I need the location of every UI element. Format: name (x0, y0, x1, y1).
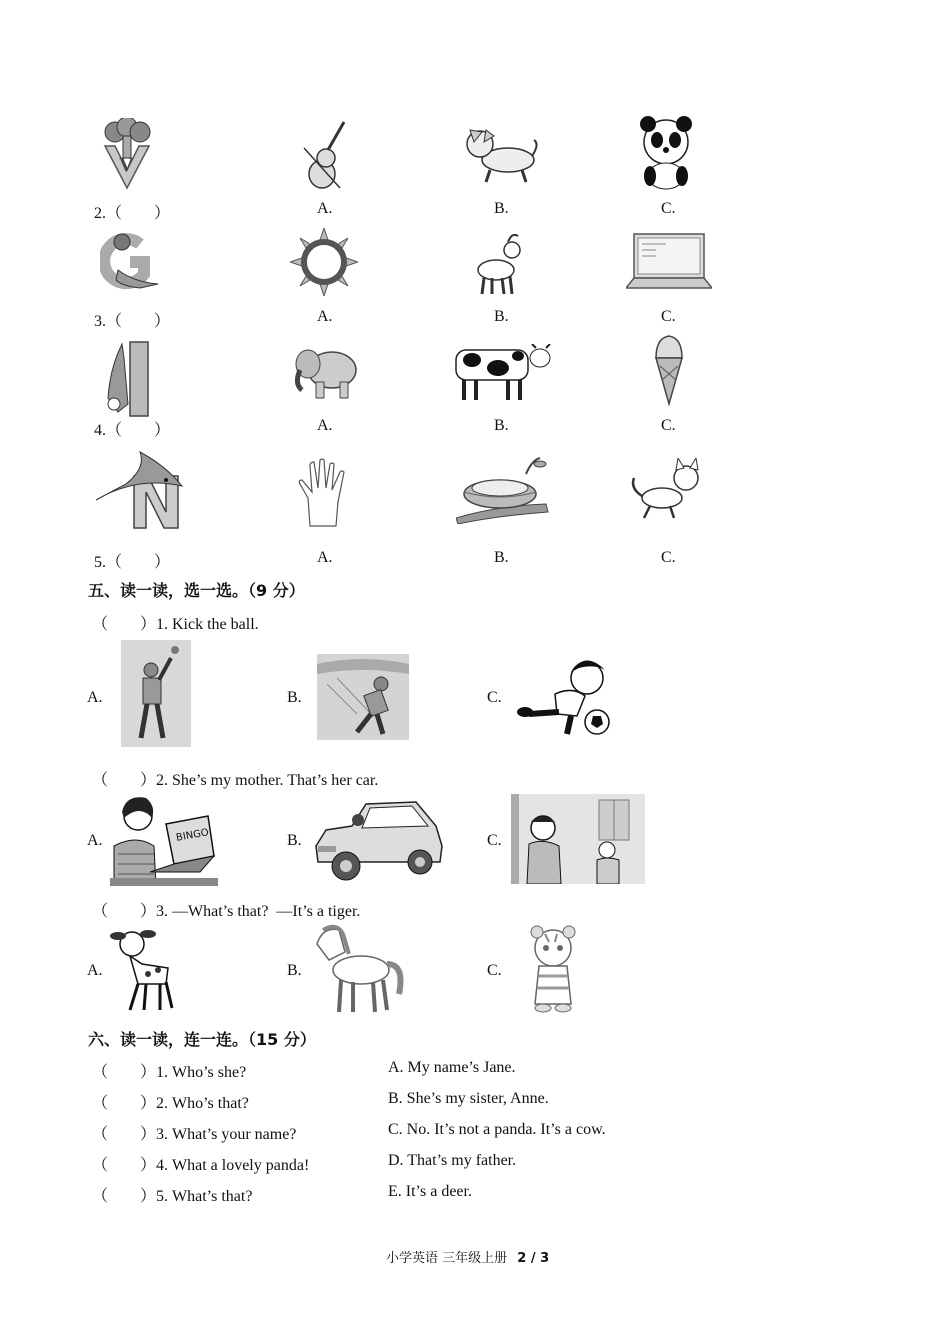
option-b-label: B. (494, 200, 509, 217)
option-c-label: C. (487, 962, 502, 979)
tiger-picture (519, 924, 589, 1016)
horse-picture (309, 924, 405, 1018)
cow-picture (448, 344, 554, 404)
option-c-label: C. (661, 417, 676, 434)
option-a-label: A. (87, 689, 103, 706)
matching-answer-e: E. It’s a deer. (388, 1183, 472, 1200)
cat-picture (630, 458, 704, 522)
elephant-picture (292, 340, 358, 402)
violin-picture (296, 118, 356, 190)
boy-in-wind-picture (317, 654, 409, 740)
matching-answer-c: C. No. It’s not a panda. It’s a cow. (388, 1121, 606, 1138)
boy-kicking-ball-picture (515, 654, 625, 740)
option-c-label: C. (487, 689, 502, 706)
option-b-label: B. (494, 417, 509, 434)
option-b-label: B. (494, 549, 509, 566)
matching-answer-b: B. She’s my sister, Anne. (388, 1090, 549, 1107)
girl-at-laptop-picture (110, 794, 218, 886)
footer-text: 小学英语 三年级上册 (386, 1251, 508, 1266)
hand-picture (296, 458, 352, 528)
section5-question-3: （ ）3. —What’s that? —It’s a tiger. (92, 903, 361, 920)
option-c-label: C. (661, 308, 676, 325)
option-a-label: A. (317, 549, 333, 566)
matching-question-1: （ ）1. Who’s she? (92, 1064, 247, 1081)
option-c-label: C. (661, 200, 676, 217)
boy-catching-ball-picture (121, 640, 191, 747)
option-a-label: A. (317, 417, 333, 434)
option-a-label: A. (317, 200, 333, 217)
option-b-label: B. (494, 308, 509, 325)
page-footer (386, 1247, 549, 1266)
goat-picture (472, 232, 524, 296)
matching-question-4: （ ）4. What a lovely panda! (92, 1157, 310, 1174)
section5-question-1: （ ）1. Kick the ball. (92, 616, 259, 633)
letter-g-seal-picture (100, 230, 162, 290)
matching-answer-a: A. My name’s Jane. (388, 1059, 516, 1076)
letter-v-broccoli-picture (97, 118, 157, 190)
laptop-picture (626, 232, 712, 292)
option-b-label: B. (287, 832, 302, 849)
father-and-son-picture (511, 794, 645, 884)
deer-picture (108, 924, 178, 1014)
woman-driving-car-picture (312, 796, 446, 886)
question-5-label: 5.（ ） (94, 554, 171, 571)
matching-question-2: （ ）2. Who’s that? (92, 1095, 249, 1112)
page-number: 2 / 3 (517, 1251, 550, 1266)
panda-picture (636, 116, 696, 190)
question-4-label: 4.（ ） (94, 422, 171, 439)
letter-v-text: V (119, 154, 134, 176)
matching-question-3: （ ）3. What’s your name? (92, 1126, 297, 1143)
option-a-label: A. (87, 962, 103, 979)
matching-answer-d: D. That’s my father. (388, 1152, 517, 1169)
question-2-label: 2.（ ） (94, 205, 171, 222)
section5-question-2: （ ）2. She’s my mother. That’s her car. (92, 772, 379, 789)
dog-picture (460, 122, 540, 186)
letter-i-picture (100, 338, 156, 418)
section-6-heading: 六、读一读，连一连。（15 分） (88, 1030, 316, 1049)
option-c-label: C. (487, 832, 502, 849)
bingo-screen-text: BINGO (175, 827, 210, 844)
option-a-label: A. (87, 832, 103, 849)
nest-picture (456, 456, 550, 524)
option-a-label: A. (317, 308, 333, 325)
question-3-label: 3.（ ） (94, 313, 171, 330)
section-5-heading: 五、读一读，选一选。（9 分） (88, 581, 305, 600)
option-c-label: C. (661, 549, 676, 566)
option-b-label: B. (287, 962, 302, 979)
ice-cream-picture (652, 334, 686, 406)
letter-n-shark-picture (96, 446, 188, 532)
sun-picture (290, 228, 358, 296)
option-b-label: B. (287, 689, 302, 706)
matching-question-5: （ ）5. What’s that? (92, 1188, 253, 1205)
